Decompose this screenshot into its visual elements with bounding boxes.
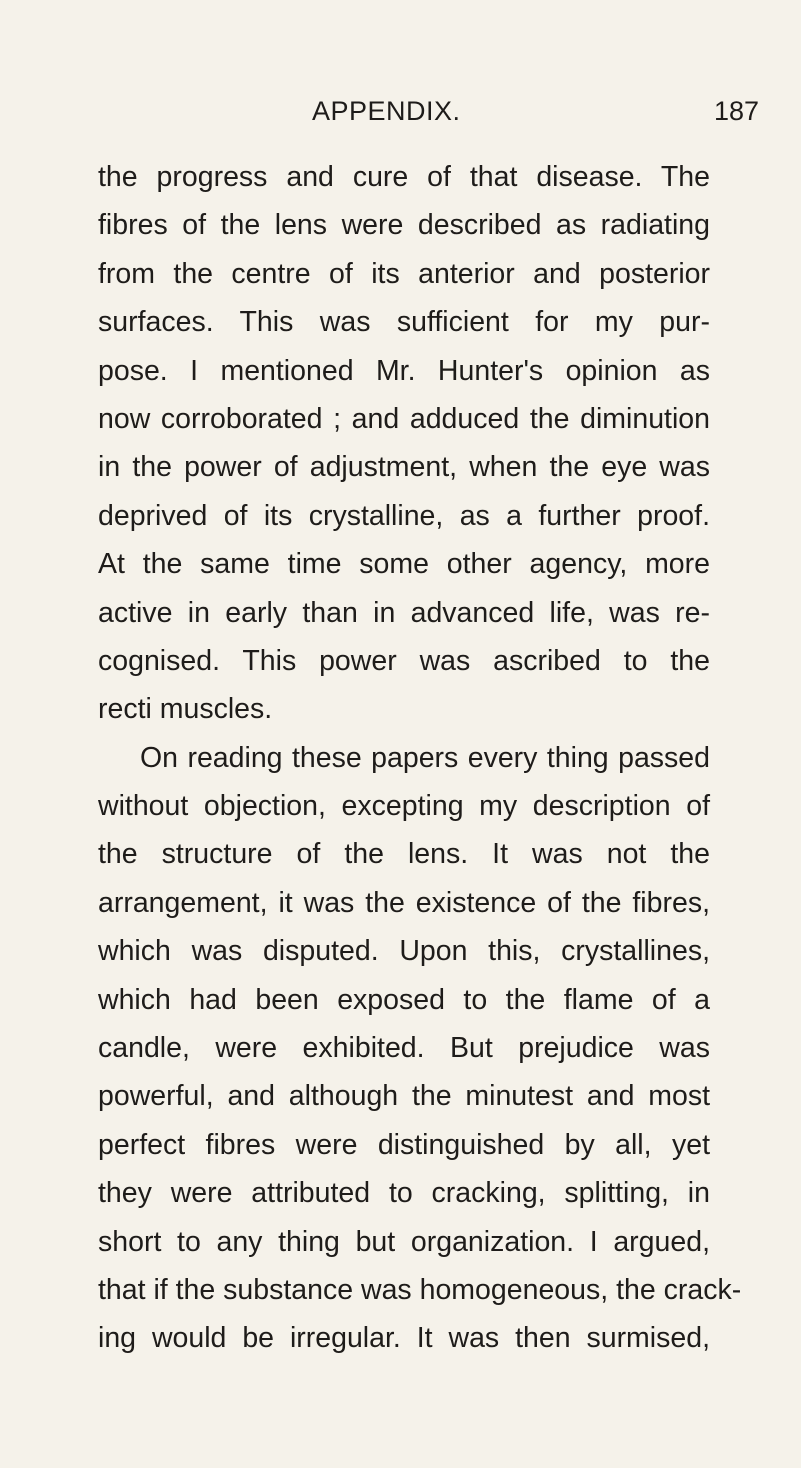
text-line: At the same time some other agency, more <box>98 548 710 581</box>
text-line: in the power of adjustment, when the eye was <box>98 451 710 484</box>
page-header <box>0 96 801 132</box>
text-line: they were attributed to cracking, splitting, in <box>98 1177 710 1210</box>
text-line: recti muscles. <box>98 693 273 726</box>
text-line: short to any thing but organization. I argued, <box>98 1225 710 1258</box>
text-line: from the centre of its anterior and posterior <box>98 257 710 290</box>
text-line: without objection, excepting my description of <box>98 790 710 823</box>
text-line: candle, were exhibited. But prejudice was <box>98 1032 710 1065</box>
text-line: active in early than in advanced life, was re- <box>98 596 710 629</box>
text-line: which had been exposed to the flame of a <box>98 983 710 1016</box>
text-line: ing would be irregular. It was then surmised, <box>98 1322 710 1355</box>
body-text <box>98 153 742 1363</box>
text-line: that if the substance was homogeneous, the crack- <box>98 1273 742 1306</box>
text-line: perfect fibres were distinguished by all, yet <box>98 1128 710 1161</box>
text-line: now corroborated ; and adduced the diminution <box>98 402 710 435</box>
running-head: APPENDIX. <box>312 96 461 126</box>
text-line: arrangement, it was the existence of the fibres, <box>98 886 710 919</box>
page-number: 187 <box>714 96 760 126</box>
text-line: the structure of the lens. It was not the <box>98 838 710 871</box>
text-line: On reading these papers every thing passed <box>140 741 710 774</box>
text-line: powerful, and although the minutest and most <box>98 1080 710 1113</box>
text-line: pose. I mentioned Mr. Hunter's opinion as <box>98 354 710 387</box>
text-line: surfaces. This was sufficient for my pur- <box>98 306 710 339</box>
text-line: deprived of its crystalline, as a further proof. <box>98 499 710 532</box>
text-line: the progress and cure of that disease. The <box>98 161 710 193</box>
text-line: cognised. This power was ascribed to the <box>98 644 710 677</box>
text-line: fibres of the lens were described as radiating <box>98 209 710 242</box>
text-line: which was disputed. Upon this, crystallines, <box>98 935 710 968</box>
